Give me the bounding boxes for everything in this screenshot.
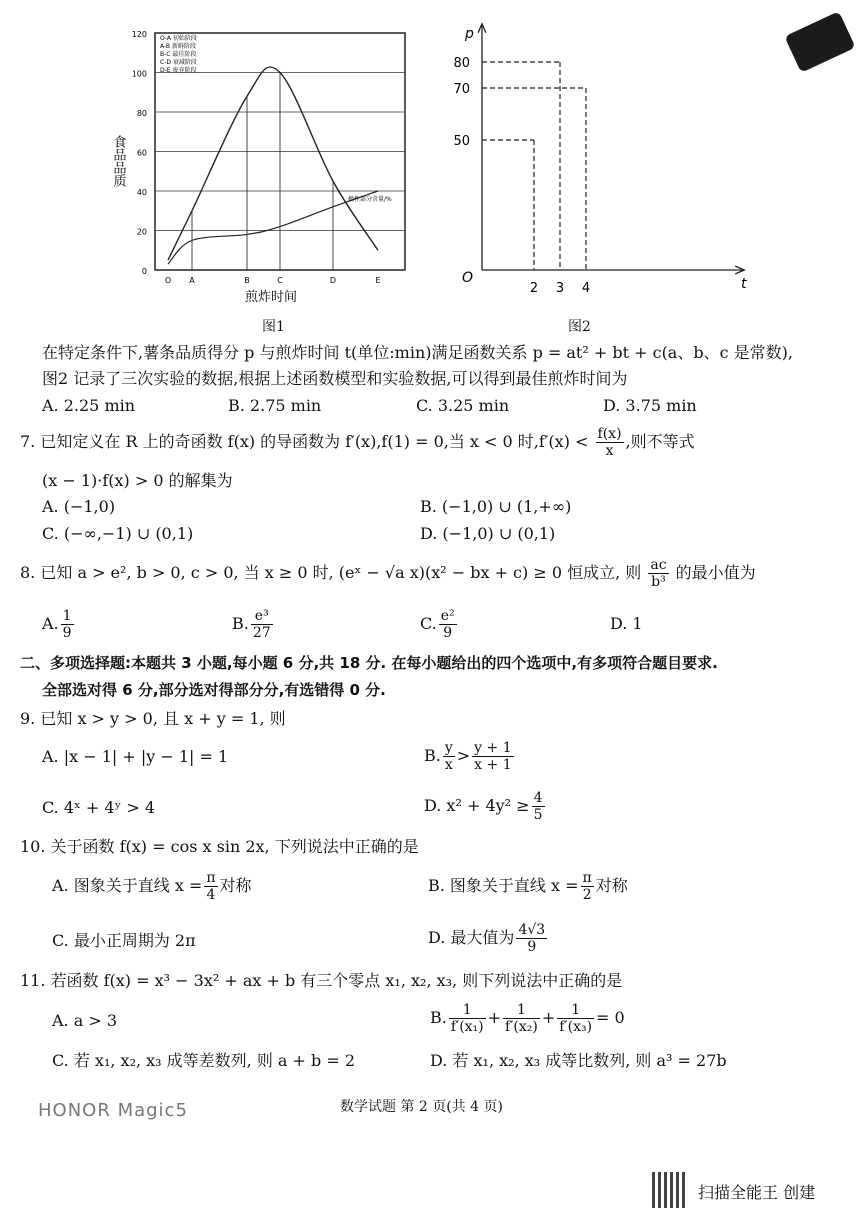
q8-option-c	[420, 606, 459, 642]
q9-b-op: >	[456, 746, 471, 765]
q10-a-pre: A. 图象关于直线 x =	[52, 876, 203, 895]
q11-stem: 11. 若函数 f(x) = x³ − 3x² + ax + b 有三个零点 x₁, x₂, x₃, 则下列说法中正确的是	[20, 971, 623, 990]
q7-stem	[20, 425, 695, 459]
q9-b-d2: x + 1	[474, 757, 512, 773]
q11-option-d: D. 若 x₁, x₂, x₃ 成等比数列, 则 a³ = 27b	[430, 1051, 727, 1070]
q6-option-b: B. 2.75 min	[228, 396, 322, 415]
q9-b-frac1	[443, 740, 455, 773]
q7-stem-post: ,则不等式	[625, 432, 695, 451]
fig1-y-ticks	[132, 30, 147, 276]
q11-b-post: = 0	[596, 1008, 625, 1027]
q11-option-a: A. a > 3	[52, 1011, 118, 1030]
q8-c-den: 9	[443, 625, 453, 641]
q6-stem-line2: 图2 记录了三次实验的数据,根据上述函数模型和实验数据,可以得到最佳煎炸时间为	[42, 369, 628, 388]
q7-fraction	[596, 426, 624, 459]
q10-option-b	[428, 868, 628, 904]
q10-option-d	[428, 920, 549, 956]
q9-option-c: C. 4ˣ + 4ʸ > 4	[42, 798, 156, 817]
fig1-xtick-label: C	[277, 276, 283, 285]
fig1-legend-1: A-B 新鲜阶段	[160, 43, 196, 50]
fig1-xtick-label: B	[244, 276, 250, 285]
fig1-drop-lines	[192, 73, 333, 271]
q9-stem: 9. 已知 x > y > 0, 且 x + y = 1, 则	[20, 709, 286, 728]
fig2-xtick-label: 2	[529, 281, 539, 296]
q11-b-d3: f′(x₃)	[559, 1019, 593, 1035]
q8-b-num: e³	[251, 608, 273, 625]
q11-option-b: B. $\frac{1}{\text{f′(x₁)}}$ + $\frac{1}{\text{f′(x₂)}}$ + $\frac{1}{\text{f′(x₃)}}$ = 0	[430, 1002, 625, 1035]
fig2-caption: 图2	[568, 319, 591, 335]
q10-d-frac	[516, 922, 547, 955]
qr-code-icon	[652, 1172, 688, 1208]
fig2-ytick-label: 70	[453, 82, 470, 97]
q8-a-frac	[61, 608, 74, 641]
fig1-ytick-label: 60	[136, 148, 147, 158]
fig1-ytick-label: 20	[136, 227, 147, 237]
q9-option-a: A. |x − 1| + |y − 1| = 1	[42, 747, 229, 766]
q9-d-pre: D. x² + 4y² ≥	[424, 796, 530, 815]
q11-b-n2: 1	[503, 1002, 540, 1019]
q8-b-frac	[251, 608, 273, 641]
q10-b-post: 对称	[595, 876, 628, 895]
fig1-xlabel: 煎炸时间	[245, 290, 298, 305]
fig1-quality-curve	[168, 67, 378, 260]
q11-option-c: C. 若 x₁, x₂, x₃ 成等差数列, 则 a + b = 2	[52, 1051, 356, 1070]
q7-option-b: B. (−1,0) ∪ (1,+∞)	[420, 497, 572, 516]
q7-stem-pre: 7. 已知定义在 R 上的奇函数 f(x) 的导函数为 f′(x),f(1) = 0,当 x < 0 时,f′(x) <	[20, 432, 589, 451]
q10-a-frac	[204, 870, 217, 903]
fig2-ylabel: p	[465, 26, 474, 42]
q6-option-a: A. 2.25 min	[42, 396, 136, 415]
q8-c-frac	[439, 608, 457, 641]
q8-b-den: 27	[252, 625, 271, 641]
q8-a-num: 1	[62, 608, 72, 624]
fig1-legend-2: B-C 最佳阶段	[160, 51, 197, 58]
fig2-xtick-label: 4	[581, 281, 591, 296]
q10-b-pre: B. 图象关于直线 x =	[428, 876, 579, 895]
q11-b-n1: 1	[449, 1002, 486, 1019]
fig1-ytick-label: 40	[136, 188, 147, 197]
q10-option-a	[52, 868, 252, 904]
fig1-ytick-label: 80	[136, 109, 147, 118]
q9-d-num: 4	[533, 790, 543, 806]
q11-b-frac3	[557, 1002, 594, 1035]
fig1-caption: 图1	[262, 319, 285, 335]
fig1-ytick-label: 0	[141, 267, 147, 276]
q11-b-label: B.	[430, 1008, 447, 1027]
q9-option-b	[424, 738, 516, 774]
fig1-legend-0: O-A 初始阶段	[160, 35, 197, 42]
q8-fraction	[648, 557, 668, 590]
q10-b-frac	[581, 870, 594, 903]
footer-page-number: 数学试题 第 2 页(共 4 页)	[340, 1099, 503, 1115]
q10-stem: 10. 关于函数 f(x) = cos x sin 2x, 下列说法中正确的是	[20, 837, 419, 856]
q8-frac-num: ac	[650, 557, 667, 573]
q10-a-den: 4	[206, 887, 216, 903]
q6-option-d: D. 3.75 min	[603, 396, 697, 415]
q11-b-d2: f′(x₂)	[505, 1019, 538, 1035]
figure-2-chart	[445, 20, 755, 300]
q8-option-d: D. 1	[610, 614, 643, 633]
q11-b-frac2	[503, 1002, 540, 1035]
q10-option-c: C. 最小正周期为 2π	[52, 931, 196, 950]
section2-heading-line2: 全部选对得 6 分,部分选对得部分分,有选错得 0 分.	[42, 681, 386, 699]
fig1-polar-content-curve	[168, 191, 378, 264]
fig1-legend-4: D-E 废弃阶段	[160, 67, 197, 74]
footer-scanner-credit: 扫描全能王 创建	[698, 1183, 816, 1202]
q9-b-n1: y	[444, 740, 453, 756]
q10-d-den: 9	[527, 939, 537, 955]
q8-b-label: B.	[232, 614, 249, 633]
q9-option-d	[424, 788, 547, 824]
q9-b-label: B.	[424, 746, 441, 765]
fig2-y-ticks	[453, 56, 470, 149]
section2-heading-line1: 二、多项选择题:本题共 3 小题,每小题 6 分,共 18 分. 在每小题给出的四个选项中,有多项符合题目要求.	[20, 654, 718, 672]
q6-stem-line1: 在特定条件下,薯条品质得分 p 与煎炸时间 t(单位:min)满足函数关系 p = at² + bt + c(a、b、c 是常数),	[42, 343, 793, 362]
q9-d-den: 5	[533, 807, 543, 823]
q7-frac-num: f(x)	[597, 426, 622, 442]
q7-option-c: C. (−∞,−1) ∪ (0,1)	[42, 524, 194, 543]
q9-d-frac	[532, 790, 545, 823]
q9-b-n2: y + 1	[474, 740, 512, 756]
q8-c-num: e²	[440, 608, 455, 624]
q10-d-num: 4√3	[518, 922, 546, 938]
q8-option-a	[42, 606, 76, 642]
fig2-ytick-label: 80	[453, 56, 470, 71]
figure-1-chart	[100, 25, 420, 315]
q8-a-den: 9	[62, 625, 72, 641]
fig1-ytick-label: 100	[131, 69, 147, 79]
q7-frac-den: x	[605, 443, 614, 459]
fig2-origin: O	[462, 270, 474, 286]
footer-brand-watermark: HONOR Magic5	[38, 1100, 188, 1121]
q10-b-den: 2	[582, 887, 592, 903]
fig1-xtick-label: D	[329, 276, 337, 285]
q8-stem-pre: 8. 已知 a > e², b > 0, c > 0, 当 x ≥ 0 时, (eˣ − √a x)(x² − bx + c) ≥ 0 恒成立, 则	[20, 563, 642, 582]
q11-b-d1: f′(x₁)	[450, 1019, 484, 1035]
q8-c-label: C.	[420, 614, 437, 633]
q11-b-frac1	[449, 1002, 486, 1035]
q10-d-pre: D. 最大值为	[428, 928, 515, 947]
fig1-ytick-label: 120	[131, 30, 147, 39]
q10-a-num: π	[206, 870, 216, 886]
fig2-xtick-label: 3	[555, 281, 565, 296]
corner-sticker-icon	[784, 11, 855, 73]
fig1-xtick-label: A	[189, 276, 195, 285]
q9-b-d1: x	[444, 757, 453, 773]
q7-option-d: D. (−1,0) ∪ (0,1)	[420, 524, 556, 543]
q7-stem-line2: (x − 1)·f(x) > 0 的解集为	[42, 471, 233, 490]
fig1-curve-label: 极性部分含量/%	[348, 196, 392, 203]
q8-stem-post: 的最小值为	[675, 563, 756, 582]
fig2-ytick-label: 50	[453, 134, 470, 149]
fig2-xlabel: t	[741, 276, 747, 292]
q7-option-a: A. (−1,0)	[42, 497, 116, 516]
q10-b-num: π	[582, 870, 592, 886]
q10-a-post: 对称	[219, 876, 252, 895]
fig2-dashed-guides	[482, 62, 586, 270]
fig2-x-ticks	[530, 281, 590, 296]
fig1-xtick-label: E	[375, 276, 381, 285]
fig1-xtick-label: O	[164, 276, 172, 285]
q9-b-frac2	[472, 740, 513, 773]
q8-a-label: A.	[42, 614, 59, 633]
q11-b-n3: 1	[557, 1002, 594, 1019]
fig1-x-ticks	[165, 276, 381, 285]
fig1-ylabel: 食品品质	[110, 135, 126, 187]
q8-option-b	[232, 606, 275, 642]
fig1-legend-3: C-D 衰减阶段	[160, 59, 197, 66]
q8-stem	[20, 556, 756, 590]
q8-frac-den: b³	[651, 574, 666, 590]
q6-option-c: C. 3.25 min	[416, 396, 510, 415]
